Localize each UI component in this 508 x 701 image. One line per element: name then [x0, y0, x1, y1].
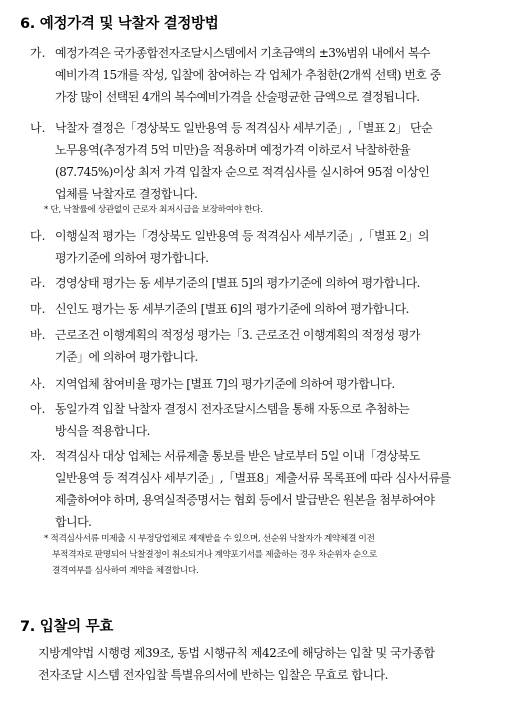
item-marker: 바.	[30, 328, 46, 342]
item-marker: 다.	[30, 229, 46, 243]
note-text-line: 결격여부를 심사하여 계약을 체결합니다.	[52, 566, 199, 576]
item-text-line: 경영상태 평가는 동 세부기준의 [별표 5]의 평가기준에 의하여 평가합니다.	[55, 276, 420, 290]
section-7-text-line: 지방계약법 시행령 제39조, 동법 시행규칙 제42조에 해당하는 입찰 및 국가종합	[38, 646, 435, 660]
note-text-line: * 적격심사서류 미제출 시 부정당업체로 제재받을 수 있으며, 선순위 낙찰자가 계약체결 이전	[44, 534, 375, 544]
item-text-line: 평가기준에 의하여 평가합니다.	[55, 251, 209, 265]
section-6-heading: 6. 예정가격 및 낙찰자 결정방법	[20, 16, 219, 32]
item-marker: 라.	[30, 276, 46, 290]
item-marker: 가.	[30, 46, 46, 60]
section-7-text-line: 전자조달 시스템 전자입찰 특별유의서에 반하는 입찰은 무효로 합니다.	[38, 668, 389, 682]
section-7-heading: 7. 입찰의 무효	[20, 619, 114, 635]
item-text-line: 예비가격 15개를 작성, 입찰에 참여하는 각 업체가 추첨한(2개씩 선택) 번호 중	[55, 68, 441, 82]
item-text-line: 근로조건 이행계획의 적정성 평가는「3. 근로조건 이행계획의 적정성 평가	[55, 328, 420, 342]
note-ja	[44, 531, 499, 579]
item-marker: 사.	[30, 377, 46, 391]
item-text-line: 낙찰자 결정은「경상북도 일반용역 등 적격심사 세부기준」,「별표 2」 단순	[55, 121, 433, 135]
item-text-line: 동일가격 입찰 낙찰자 결정시 전자조달시스템을 통해 자동으로 추첨하는	[55, 402, 410, 416]
item-text-line: 노무용역(추정가격 5억 미만)을 적용하며 예정가격 이하로서 낙찰하한율	[55, 143, 411, 157]
item-text-line: 업체를 낙찰자로 결정합니다.	[55, 187, 198, 201]
item-text-line: 방식을 적용합니다.	[55, 424, 150, 438]
item-text-line: 신인도 평가는 동 세부기준의 [별표 6]의 평가기준에 의하여 평가합니다.	[55, 302, 409, 316]
note-text-line: * 단, 낙찰률에 상관없이 근로자 최저시급을 보장하여야 한다.	[44, 205, 263, 215]
note-na	[44, 202, 499, 218]
section-7-body	[38, 642, 500, 686]
item-text-line: 예정가격은 국가종합전자조달시스템에서 기초금액의 ±3%범위 내에서 복수	[55, 46, 431, 60]
item-text-line: 지역업체 참여비율 평가는 [별표 7]의 평가기준에 의하여 평가합니다.	[55, 377, 395, 391]
item-text-line: 가장 많이 선택된 4개의 복수예비가격을 산술평균한 금액으로 결정됩니다.	[55, 90, 420, 104]
item-marker: 나.	[30, 121, 46, 135]
item-marker: 마.	[30, 302, 46, 316]
item-text-line: 합니다.	[55, 515, 92, 529]
item-text-line: 이행실적 평가는「경상북도 일반용역 등 적격심사 세부기준」,「별표 2」의	[55, 229, 429, 243]
note-text-line: 부적격자로 판명되어 낙찰결정이 취소되거나 계약포기서를 제출하는 경우 차순위자 순으로	[52, 550, 377, 560]
item-text-line: 적격심사 대상 업체는 서류제출 통보를 받은 날로부터 5일 이내「경상북도	[55, 449, 420, 463]
item-text-line: 제출하여야 하며, 용역실적증명서는 협회 등에서 발급받은 원본을 첨부하여야	[55, 493, 435, 507]
item-marker: 아.	[30, 402, 46, 416]
item-text-line: (87.745%)이상 최저 가격 입찰자 순으로 적격심사를 실시하여 95점 이상인	[55, 165, 430, 179]
item-text-line: 기준」에 의하여 평가합니다.	[55, 350, 198, 364]
item-marker: 자.	[30, 449, 46, 463]
item-text-line: 일반용역 등 적격심사 세부기준」,「별표8」제출서류 목록표에 따라 심사서류를	[55, 471, 451, 485]
